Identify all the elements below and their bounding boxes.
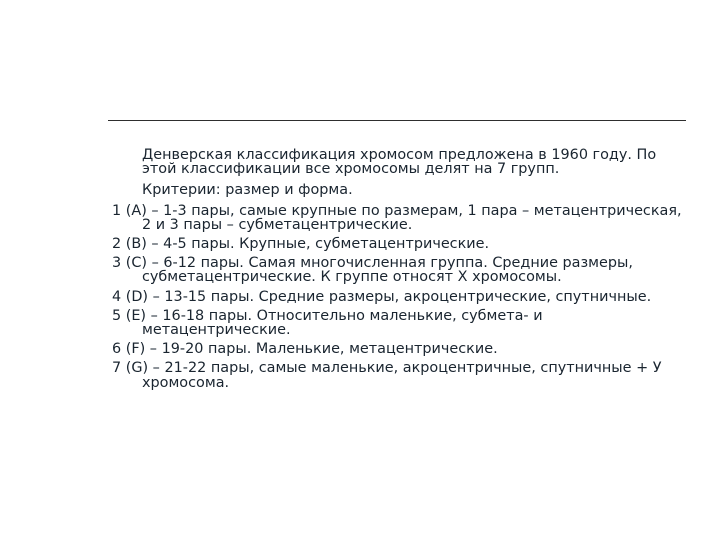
- group-item-3: 3 (C) – 6-12 пары. Самая многочисленная группа. Средние размеры, субметацентрические. К группе относят Х хромосомы.: [112, 255, 633, 286]
- intro-paragraph: Денверская классификация хромосом предложена в 1960 году. По этой классификации все хромосомы делят на 7 групп.: [142, 147, 657, 178]
- group-item-4: 4 (D) – 13-15 пары. Средние размеры, акроцентрические, спутничные.: [112, 288, 652, 305]
- group-item-7: 7 (G) – 21-22 пары, самые маленькие, акроцентричные, спутничные + У хромосома.: [112, 360, 662, 391]
- group-item-2: 2 (B) – 4-5 пары. Крупные, субметацентрические.: [112, 236, 490, 253]
- criteria-paragraph: Критерии: размер и форма.: [142, 182, 353, 199]
- group-item-1: 1 (A) – 1-3 пары, самые крупные по размерам, 1 пара – метацентрическая, 2 и 3 пары – субметацентрические.: [112, 202, 682, 233]
- slide-body: [112, 148, 690, 395]
- group-item-5: 5 (E) – 16-18 пары. Относительно маленькие, субмета- и метацентрические.: [112, 307, 543, 339]
- horizontal-divider: [108, 120, 686, 121]
- group-item-6: 6 (F) – 19-20 пары. Маленькие, метацентрические.: [112, 341, 498, 358]
